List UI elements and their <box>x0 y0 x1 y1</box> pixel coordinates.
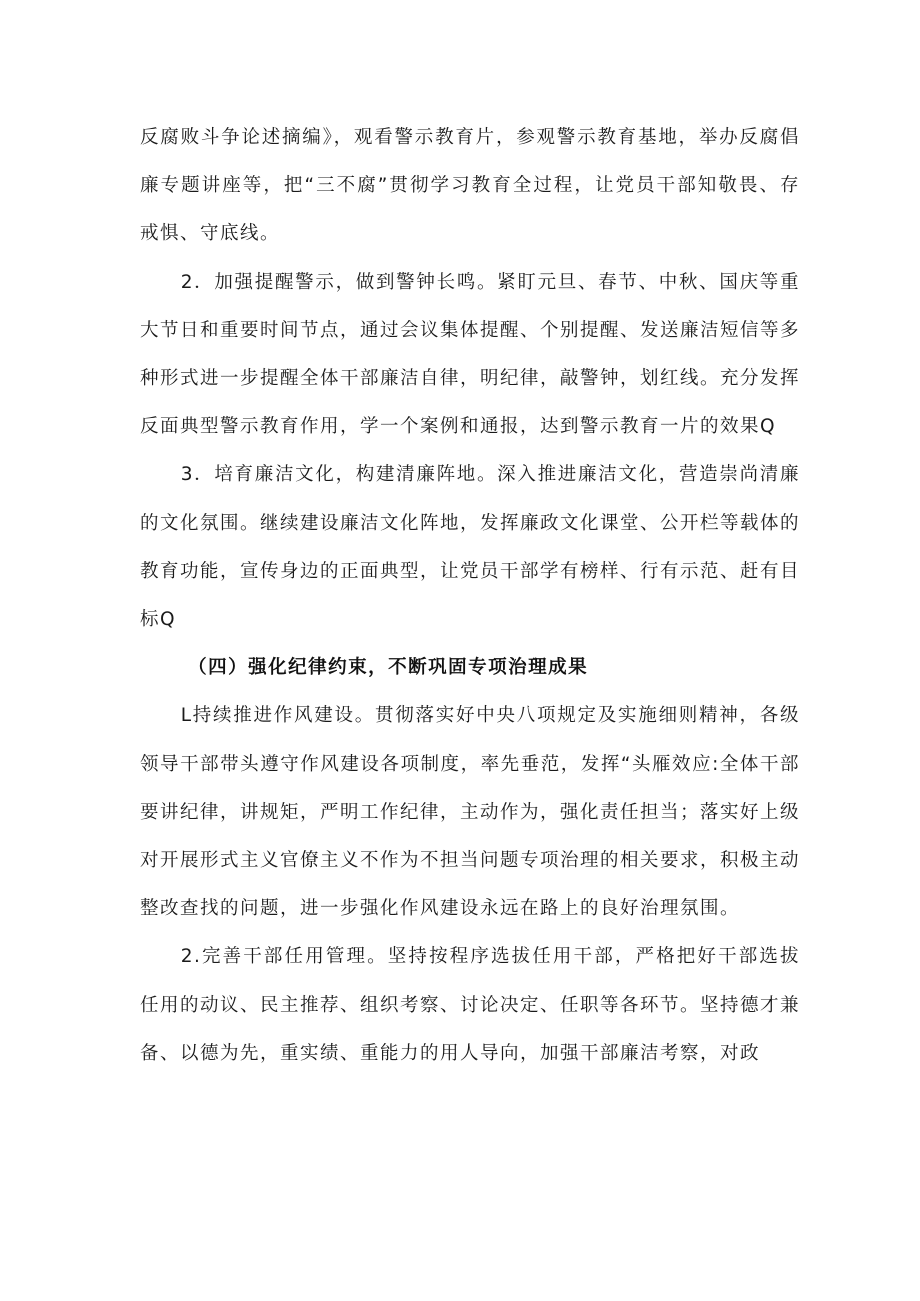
paragraph-continuation: 反腐败斗争论述摘编》，观看警示教育片，参观警示教育基地，举办反腐倡廉专题讲座等，把“三不腐”贯彻学习教育全过程，让党员干部知敬畏、存戒惧、守底线。 <box>140 127 800 245</box>
paragraph-integrity-culture: 3．培育廉洁文化，构建清廉阵地。深入推进廉洁文化，营造崇尚清廉的文化氛围。继续建设廉洁文化阵地，发挥廉政文化课堂、公开栏等载体的教育功能，宣传身边的正面典型，让党员干部学有榜样、行有示范、赶有目标Q <box>140 464 801 631</box>
document-body <box>140 114 800 1078</box>
section-heading-four: （四）强化纪律约束，不断巩固专项治理成果 <box>188 657 589 679</box>
paragraph-cadre-management: 2.完善干部任用管理。坚持按程序选拔任用干部，严格把好干部选拔任用的动议、民主推荐、组织考察、讨论决定、任职等各环节。坚持德才兼备、以德为先，重实绩、重能力的用人导向，加强干部廉洁考察，对政 <box>140 946 801 1064</box>
paragraph-reminder-warning: 2．加强提醒警示，做到警钟长鸣。紧盯元旦、春节、中秋、国庆等重大节日和重要时间节点，通过会议集体提醒、个别提醒、发送廉洁短信等多种形式进一步提醒全体干部廉洁自律，明纪律，敲警钟，划红线。充分发挥反面典型警示教育作用，学一个案例和通报，达到警示教育一片的效果Q <box>140 271 801 438</box>
paragraph-work-style: L持续推进作风建设。贯彻落实好中央八项规定及实施细则精神，各级领导干部带头遵守作风建设各项制度，率先垂范，发挥“头雁效应:全体干部要讲纪律，讲规矩，严明工作纪律，主动作为，强化责任担当；落实好上级对开展形式主义官僚主义不作为不担当问题专项治理的相关要求，积极主动整改查找的问题，进一步强化作风建设永远在路上的良好治理氛围。 <box>140 705 801 920</box>
